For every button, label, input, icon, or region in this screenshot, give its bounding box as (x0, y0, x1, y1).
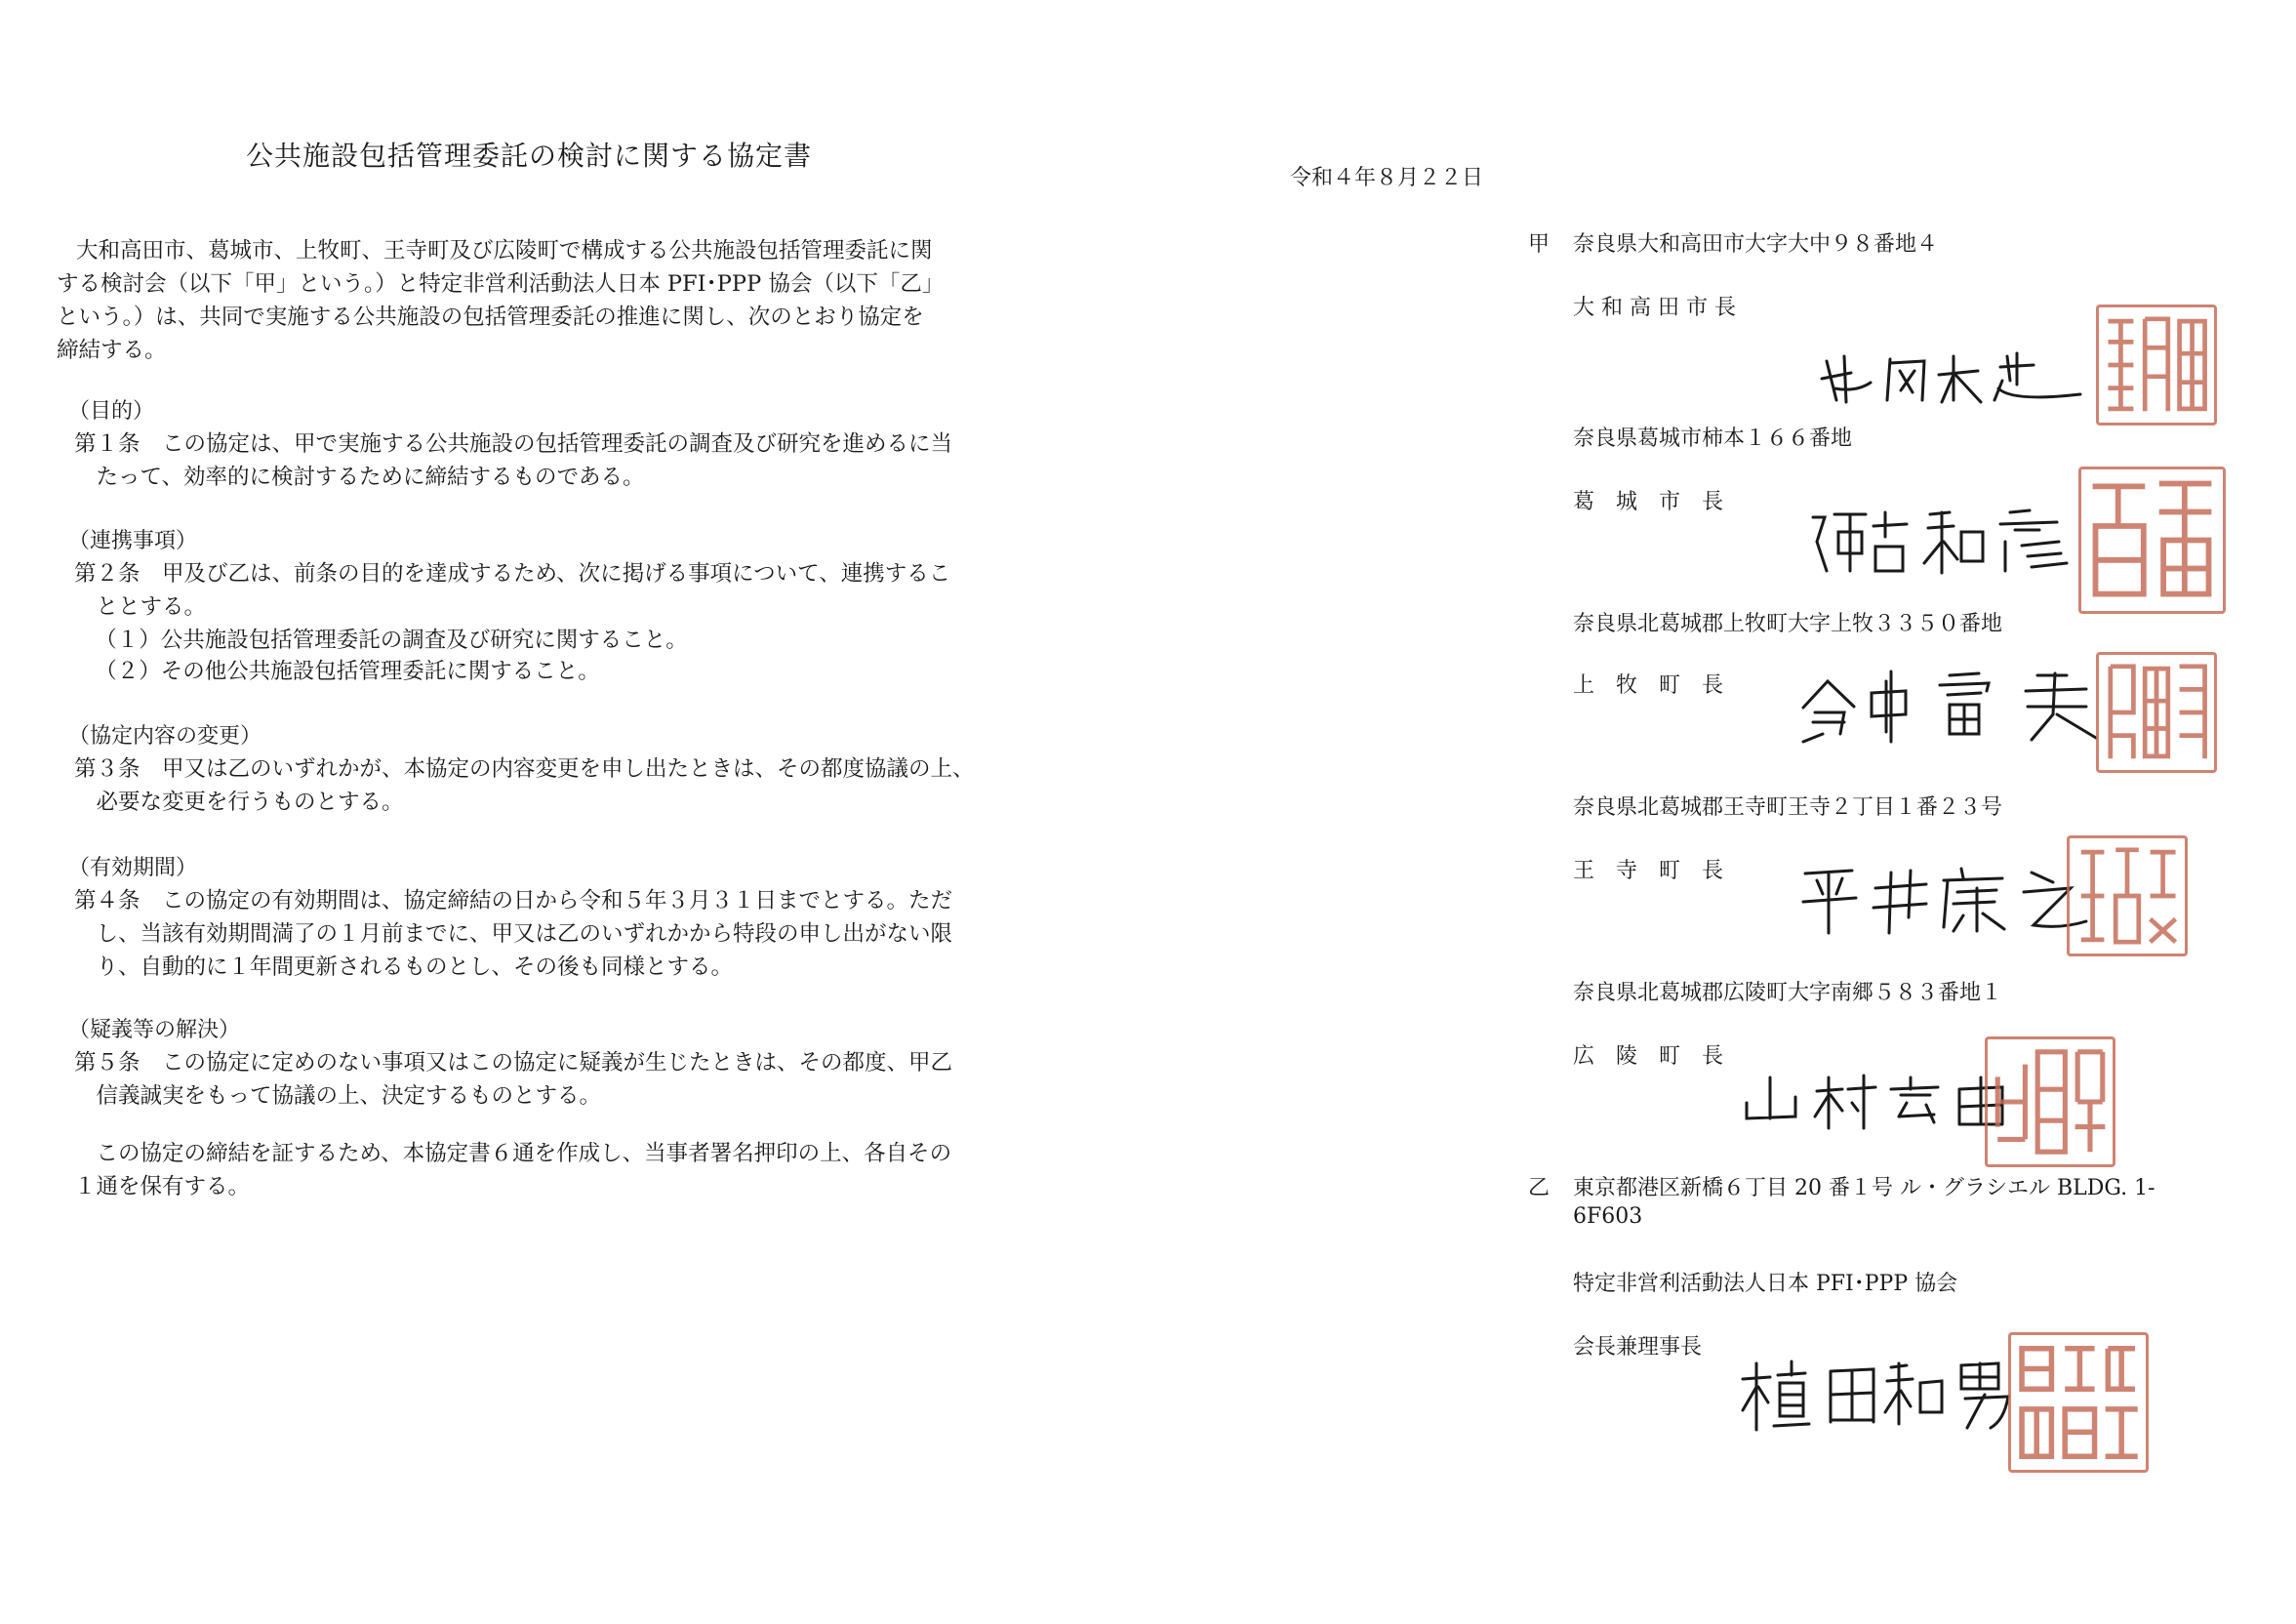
seal-3 (2096, 652, 2217, 773)
article-2-heading: （連携事項） (68, 529, 198, 553)
party-b-title: 会長兼理事長 (1573, 1335, 1703, 1360)
preamble-line: 締結する。 (57, 338, 167, 363)
article-1-line: たって、効率的に検討するために締結するものである。 (74, 465, 645, 490)
article-5-line: 信義誠実をもって協議の上、決定するものとする。 (74, 1083, 602, 1109)
article-5-heading: （疑義等の解決） (68, 1018, 241, 1042)
article-2-line: 第２条 甲及び乙は、前条の目的を達成するため、次に掲げる事項について、連携するこ (74, 561, 951, 587)
article-2-line: ととする。 (74, 594, 207, 620)
article-3-line: 第３条 甲又は乙のいずれかが、本協定の内容変更を申し出たときは、その都度協議の上、 (74, 756, 975, 782)
signatory-address: 奈良県北葛城郡広陵町大字南郷５８３番地１ (1573, 981, 2003, 1005)
signatory-title: 上 牧 町 長 (1573, 673, 1724, 698)
party-b-address-line2: 6F603 (1573, 1204, 1643, 1229)
article-1-heading: （目的） (68, 399, 155, 424)
party-b-org: 特定非営利活動法人日本 PFI･PPP 協会 (1573, 1272, 1958, 1296)
document-date: 令和４年８月２２日 (1290, 166, 1484, 190)
article-1-line: 第１条 この協定は、甲で実施する公共施設の包括管理委託の調査及び研究を進めるに当 (74, 431, 953, 457)
article-3-heading: （協定内容の変更） (68, 724, 262, 749)
preamble-line: 大和高田市、葛城市、上牧町、王寺町及び広陵町で構成する公共施設包括管理委託に関 (76, 238, 933, 264)
signatory-address: 奈良県大和高田市大字大中９８番地４ (1573, 232, 1939, 257)
signatory-title: 王 寺 町 長 (1573, 859, 1724, 883)
signature-1 (1817, 342, 2090, 410)
seal-4 (2067, 835, 2188, 956)
closing-line: １通を保有する。 (74, 1174, 251, 1199)
signature-2 (1805, 503, 2078, 581)
seal-1 (2096, 304, 2217, 426)
article-3-line: 必要な変更を行うものとする。 (74, 790, 404, 815)
signature-6 (1735, 1352, 2018, 1435)
document-title: 公共施設包括管理委託の検討に関する協定書 (246, 140, 813, 172)
article-4-line: し、当該有効期間満了の１月前までに、甲又は乙のいずれかから特段の申し出がない限 (74, 921, 953, 947)
signature-4 (1797, 859, 2090, 937)
signature-5 (1739, 1064, 2012, 1132)
party-b-address-line1: 東京都港区新橋６丁目 20 番１号 ル・グラシエル BLDG. 1- (1573, 1176, 2155, 1200)
closing-line: この協定の締結を証するため、本協定書６通を作成し、当事者署名押印の上、各自その (74, 1141, 952, 1166)
preamble (57, 234, 954, 367)
signatory-address: 奈良県葛城市柿本１６６番地 (1573, 426, 1853, 451)
signatory-title: 葛 城 市 長 (1573, 490, 1724, 514)
preamble-line: する検討会（以下「甲」という。）と特定非営利活動法人日本 PFI･PPP 協会（以下「乙」 (57, 271, 945, 297)
seal-6 (2008, 1332, 2149, 1473)
preamble-line: という。）は、共同で実施する公共施設の包括管理委託の推進に関し、次のとおり協定を (57, 304, 924, 330)
party-b-label: 乙 (1528, 1176, 1551, 1200)
article-5-line: 第５条 この協定に定めのない事項又はこの協定に疑義が生じたときは、その都度、甲乙 (74, 1050, 953, 1076)
signatory-address: 奈良県北葛城郡上牧町大字上牧３３５０番地 (1573, 612, 2003, 636)
article-2-item: （１）公共施設包括管理委託の調査及び研究に関すること。 (84, 628, 688, 653)
party-a-label: 甲 (1528, 232, 1551, 257)
signatory-address: 奈良県北葛城郡王寺町王寺２丁目１番２３号 (1573, 795, 2003, 820)
seal-2 (2078, 467, 2226, 614)
signatory-title: 大 和 高 田 市 長 (1573, 296, 1736, 320)
seal-5 (1985, 1036, 2115, 1167)
article-2-item: （２）その他公共施設包括管理委託に関すること。 (84, 659, 600, 684)
article-4-line: 第４条 この協定の有効期間は、協定締結の日から令和５年３月３１日までとする。ただ (74, 888, 953, 914)
article-4-line: り、自動的に１年間更新されるものとし、その後も同様とする。 (74, 954, 734, 980)
signatory-title: 広 陵 町 長 (1573, 1044, 1724, 1069)
article-4-heading: （有効期間） (68, 856, 198, 880)
signature-3 (1793, 664, 2115, 747)
